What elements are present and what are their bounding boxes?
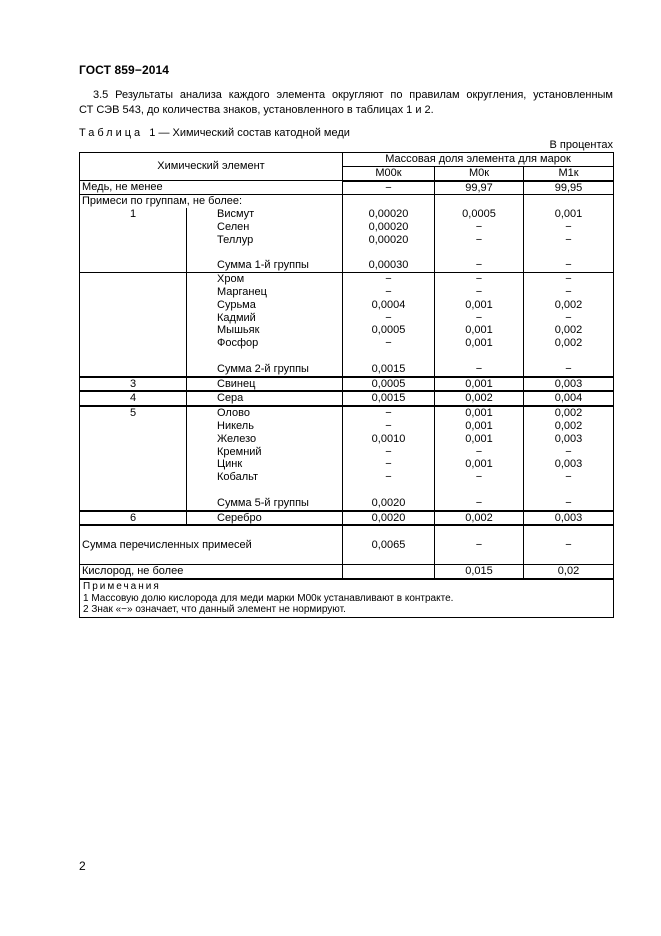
cell: 0,00020 xyxy=(343,234,435,247)
header-grade-m1k: М1к xyxy=(524,166,614,180)
cell: 0,002 xyxy=(524,406,614,420)
table-row-spacer xyxy=(80,484,614,497)
cell-empty xyxy=(80,312,187,325)
cell-empty xyxy=(80,497,187,511)
table-row xyxy=(80,471,614,484)
group-number: 5 xyxy=(80,406,187,420)
cell: − xyxy=(435,273,524,286)
cell: 0,001 xyxy=(435,433,524,446)
cell: − xyxy=(435,446,524,459)
table-row xyxy=(80,458,614,471)
element-name: Селен xyxy=(187,221,343,234)
cell: 0,001 xyxy=(435,299,524,312)
cell: 0,004 xyxy=(524,391,614,406)
cell xyxy=(343,565,435,579)
table-row-spacer xyxy=(80,350,614,363)
cell-empty xyxy=(187,247,343,260)
cell: 0,0015 xyxy=(343,363,435,377)
cell: 0,001 xyxy=(435,337,524,350)
table-row-group-sum xyxy=(80,363,614,377)
cell: 0,0005 xyxy=(435,208,524,221)
cell-empty xyxy=(80,234,187,247)
cell: − xyxy=(435,471,524,484)
element-name: Железо xyxy=(187,433,343,446)
paragraph-3-5 xyxy=(79,88,613,118)
cell: − xyxy=(435,234,524,247)
cell-empty xyxy=(80,273,187,286)
caption-title: — Химический состав катодной меди xyxy=(158,127,350,139)
cell: − xyxy=(435,497,524,511)
cell-empty xyxy=(80,420,187,433)
cell: 0,0005 xyxy=(343,377,435,392)
cell-empty xyxy=(80,471,187,484)
cell: − xyxy=(343,458,435,471)
element-name: Фосфор xyxy=(187,337,343,350)
cell: − xyxy=(524,497,614,511)
table-row xyxy=(80,312,614,325)
table-row xyxy=(80,234,614,247)
group-sum-label: Сумма 5-й группы xyxy=(187,497,343,511)
cell: − xyxy=(435,221,524,234)
cell-empty xyxy=(80,286,187,299)
cell: 0,002 xyxy=(524,337,614,350)
cell-empty xyxy=(80,247,187,260)
units-label: В процентах xyxy=(549,139,613,151)
cell-empty xyxy=(435,247,524,260)
cell: 0,00020 xyxy=(343,221,435,234)
cell: 0,002 xyxy=(435,391,524,406)
cell: 0,0004 xyxy=(343,299,435,312)
cell: − xyxy=(524,525,614,565)
table-caption xyxy=(79,127,350,139)
cell-empty xyxy=(187,484,343,497)
cell: − xyxy=(435,259,524,272)
table-row xyxy=(80,273,614,286)
cell: 0,0005 xyxy=(343,324,435,337)
cell: − xyxy=(343,286,435,299)
cell: − xyxy=(524,471,614,484)
cell: 0,0015 xyxy=(343,391,435,406)
cell: − xyxy=(343,181,435,195)
row-label: Сумма перечисленных примесей xyxy=(80,525,343,565)
cell: − xyxy=(435,525,524,565)
page-number: 2 xyxy=(79,859,86,873)
cell-empty xyxy=(343,195,435,208)
table-row-notes xyxy=(80,579,614,617)
cell: − xyxy=(524,363,614,377)
cell-empty xyxy=(524,350,614,363)
cell-empty xyxy=(80,458,187,471)
cell-empty xyxy=(80,299,187,312)
table-row-group-sum xyxy=(80,497,614,511)
cell: 0,003 xyxy=(524,377,614,392)
cell: 0,001 xyxy=(435,420,524,433)
table-row xyxy=(80,221,614,234)
cell: − xyxy=(524,273,614,286)
table-header-row xyxy=(80,153,614,167)
element-name: Кобальт xyxy=(187,471,343,484)
cell-empty xyxy=(80,433,187,446)
table-row xyxy=(80,446,614,459)
cell: 0,001 xyxy=(524,208,614,221)
header-grade-m00k: М00к xyxy=(343,166,435,180)
element-name: Олово xyxy=(187,406,343,420)
cell-empty xyxy=(80,350,187,363)
cell: − xyxy=(524,286,614,299)
cell: 0,003 xyxy=(524,511,614,526)
cell: 0,015 xyxy=(435,565,524,579)
table-row xyxy=(80,420,614,433)
table-row xyxy=(80,511,614,526)
element-name: Сера xyxy=(187,391,343,406)
element-name: Никель xyxy=(187,420,343,433)
element-name: Цинк xyxy=(187,458,343,471)
cell: 99,95 xyxy=(524,181,614,195)
cell: 0,00020 xyxy=(343,208,435,221)
cell: − xyxy=(524,446,614,459)
caption-label: Таблица xyxy=(79,127,144,139)
table-row xyxy=(80,433,614,446)
cell: 0,0065 xyxy=(343,525,435,565)
element-name: Кадмий xyxy=(187,312,343,325)
cell: − xyxy=(435,286,524,299)
cell-empty xyxy=(524,195,614,208)
cell-empty xyxy=(80,446,187,459)
cell-empty xyxy=(80,337,187,350)
note-2: 2 Знак «−» означает, что данный элемент не нормируют. xyxy=(83,604,346,616)
cell-empty xyxy=(80,221,187,234)
cell: 0,003 xyxy=(524,433,614,446)
table-row-oxygen xyxy=(80,565,614,579)
paragraph-line-2: СТ СЭВ 543, до количества знаков, установленного в таблицах 1 и 2. xyxy=(79,104,434,116)
element-name: Свинец xyxy=(187,377,343,392)
group-sum-label: Сумма 2-й группы xyxy=(187,363,343,377)
row-label: Примеси по группам, не более: xyxy=(80,195,343,208)
paragraph-line-1: 3.5 Результаты анализа каждого элемента округляют по правилам округления, установленным xyxy=(93,89,613,101)
header-element: Химический элемент xyxy=(80,153,343,181)
cell: 0,003 xyxy=(524,458,614,471)
cell-empty xyxy=(80,324,187,337)
cell: − xyxy=(343,420,435,433)
table-row xyxy=(80,286,614,299)
cell-empty xyxy=(435,195,524,208)
cell: − xyxy=(343,337,435,350)
table-row-group-sum xyxy=(80,259,614,272)
cell: 0,002 xyxy=(524,420,614,433)
cell-empty xyxy=(524,484,614,497)
element-name: Теллур xyxy=(187,234,343,247)
table-row xyxy=(80,391,614,406)
cell: 0,001 xyxy=(435,324,524,337)
header-mass-fraction: Массовая доля элемента для марок xyxy=(343,153,614,167)
cell: − xyxy=(524,234,614,247)
cell-empty xyxy=(343,247,435,260)
header-grade-m0k: М0к xyxy=(435,166,524,180)
row-label: Медь, не менее xyxy=(80,181,343,195)
table-row-copper xyxy=(80,181,614,195)
element-name: Кремний xyxy=(187,446,343,459)
cell-empty xyxy=(187,350,343,363)
table-row-total xyxy=(80,525,614,565)
cell: 0,0010 xyxy=(343,433,435,446)
notes-cell xyxy=(80,579,614,617)
cell: 0,002 xyxy=(435,511,524,526)
table-row xyxy=(80,324,614,337)
cell: − xyxy=(435,312,524,325)
table-row-spacer xyxy=(80,247,614,260)
cell: 0,001 xyxy=(435,406,524,420)
cell: 0,0020 xyxy=(343,497,435,511)
cell: 0,002 xyxy=(524,299,614,312)
cell: 0,001 xyxy=(435,458,524,471)
element-name: Хром xyxy=(187,273,343,286)
table-row-impurities-label xyxy=(80,195,614,208)
notes-title: Примечания xyxy=(83,581,161,593)
cell: 99,97 xyxy=(435,181,524,195)
element-name: Сурьма xyxy=(187,299,343,312)
cell-empty xyxy=(343,350,435,363)
cell: − xyxy=(343,471,435,484)
cell: 0,002 xyxy=(524,324,614,337)
element-name: Серебро xyxy=(187,511,343,526)
cell: − xyxy=(524,259,614,272)
cell: 0,02 xyxy=(524,565,614,579)
group-number: 1 xyxy=(80,208,187,221)
cell: − xyxy=(343,273,435,286)
chemical-composition-table xyxy=(79,152,614,618)
cell: − xyxy=(435,363,524,377)
cell: − xyxy=(343,406,435,420)
cell: − xyxy=(343,312,435,325)
cell: − xyxy=(524,221,614,234)
note-1: 1 Массовую долю кислорода для меди марки М00к устанавливают в контракте. xyxy=(83,592,454,604)
table-row xyxy=(80,337,614,350)
cell-empty xyxy=(80,363,187,377)
cell: 0,00030 xyxy=(343,259,435,272)
group-number: 3 xyxy=(80,377,187,392)
group-number: 6 xyxy=(80,511,187,526)
cell: 0,0020 xyxy=(343,511,435,526)
row-label: Кислород, не более xyxy=(80,565,343,579)
table-row xyxy=(80,406,614,420)
table-row xyxy=(80,208,614,221)
cell: 0,001 xyxy=(435,377,524,392)
cell-empty xyxy=(524,247,614,260)
table-row xyxy=(80,299,614,312)
element-name: Мышьяк xyxy=(187,324,343,337)
cell-empty xyxy=(435,350,524,363)
group-number: 4 xyxy=(80,391,187,406)
cell-empty xyxy=(343,484,435,497)
element-name: Марганец xyxy=(187,286,343,299)
cell-empty xyxy=(80,484,187,497)
document-code: ГОСТ 859−2014 xyxy=(79,63,170,77)
cell-empty xyxy=(80,259,187,272)
cell: − xyxy=(524,312,614,325)
cell-empty xyxy=(435,484,524,497)
element-name: Висмут xyxy=(187,208,343,221)
caption-number: 1 xyxy=(149,127,156,139)
table-row xyxy=(80,377,614,392)
group-sum-label: Сумма 1-й группы xyxy=(187,259,343,272)
cell: − xyxy=(343,446,435,459)
